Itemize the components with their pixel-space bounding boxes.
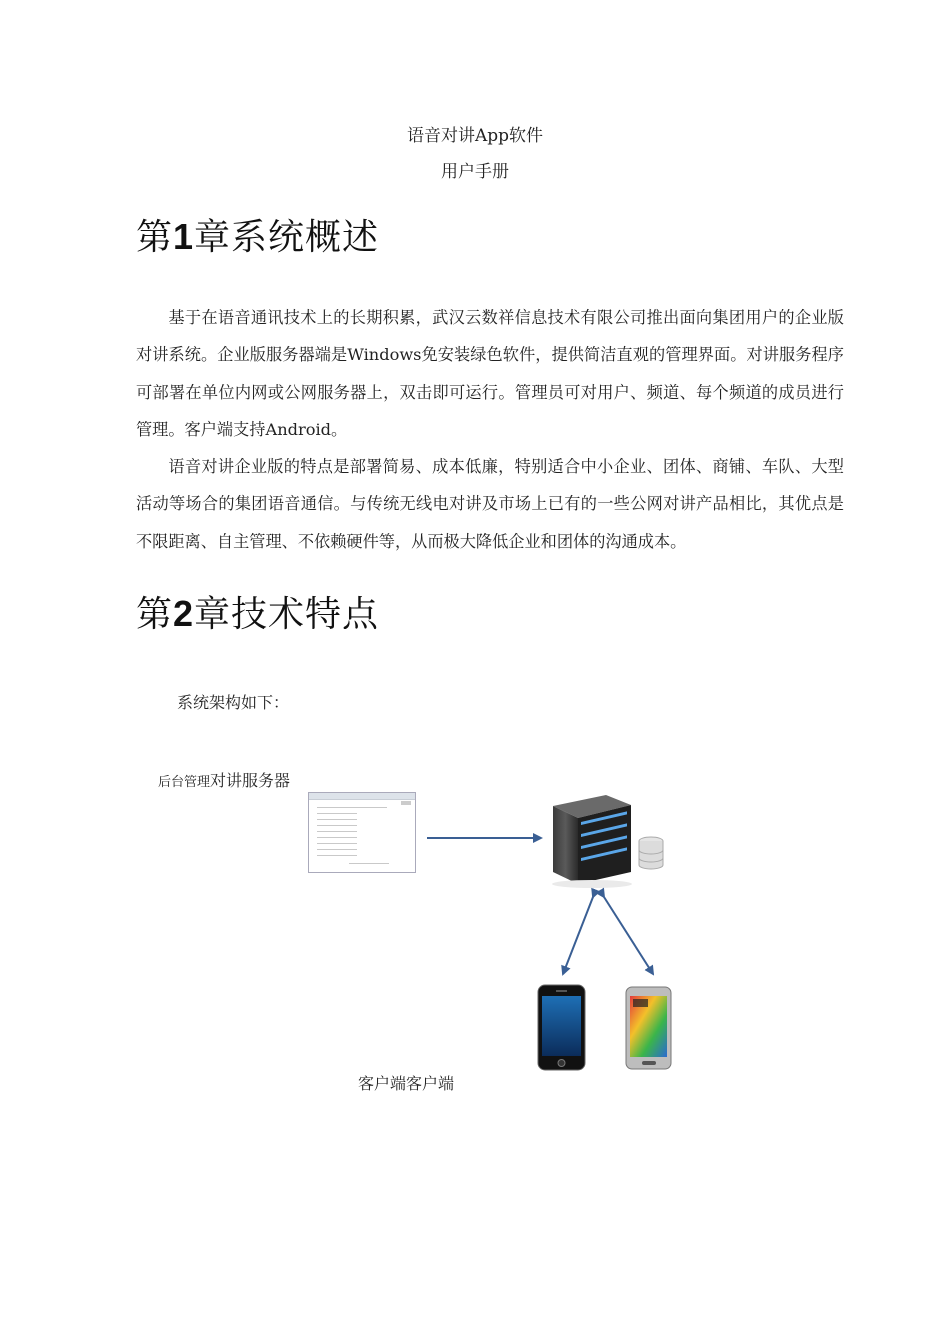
chapter-1-paragraph-2: 语音对讲企业版的特点是部署简易、成本低廉，特别适合中小企业、团体、商铺、车队、大型活动等场合的集团语音通信。与传统无线电对讲及市场上已有的一些公网对讲产品相比，其优点是不限距离、自主管理、不依赖硬件等，从而极大降低企业和团体的沟通成本。 — [136, 457, 844, 551]
chapter-2-title: 章技术特点 — [194, 594, 380, 635]
clients-label: 客户端客户端 — [358, 1074, 455, 1093]
document-title: 语音对讲App软件 — [406, 126, 544, 146]
server-icon — [552, 795, 632, 888]
chapter-1-title: 章系统概述 — [194, 217, 380, 258]
architecture-intro: 系统架构如下： — [177, 693, 290, 712]
arrow-server-client-2 — [604, 897, 653, 974]
chapter-2-number: 2 — [173, 593, 195, 634]
admin-label: 后台管理 — [158, 775, 211, 790]
server-label: 对讲服务器 — [210, 771, 291, 790]
chapter-2-prefix: 第 — [136, 594, 174, 635]
phone-client-2-icon — [626, 987, 671, 1069]
chapter-1-prefix: 第 — [136, 217, 174, 258]
database-icon — [639, 837, 663, 869]
chapter-1-number: 1 — [173, 216, 195, 257]
phone-client-1-icon — [538, 985, 585, 1070]
arrow-server-client-1 — [563, 897, 593, 974]
chapter-1-paragraph-1: 基于在语音通讯技术上的长期积累，武汉云数祥信息技术有限公司推出面向集团用户的企业版对讲系统。企业版服务器端是Windows免安装绿色软件，提供简洁直观的管理界面。对讲服务程序可部署在单位内网或公网服务器上，双击即可运行。管理员可对用户、频道、每个频道的成员进行管理。客户端支持Android。 — [136, 308, 844, 439]
document-subtitle: 用户手册 — [441, 162, 509, 182]
